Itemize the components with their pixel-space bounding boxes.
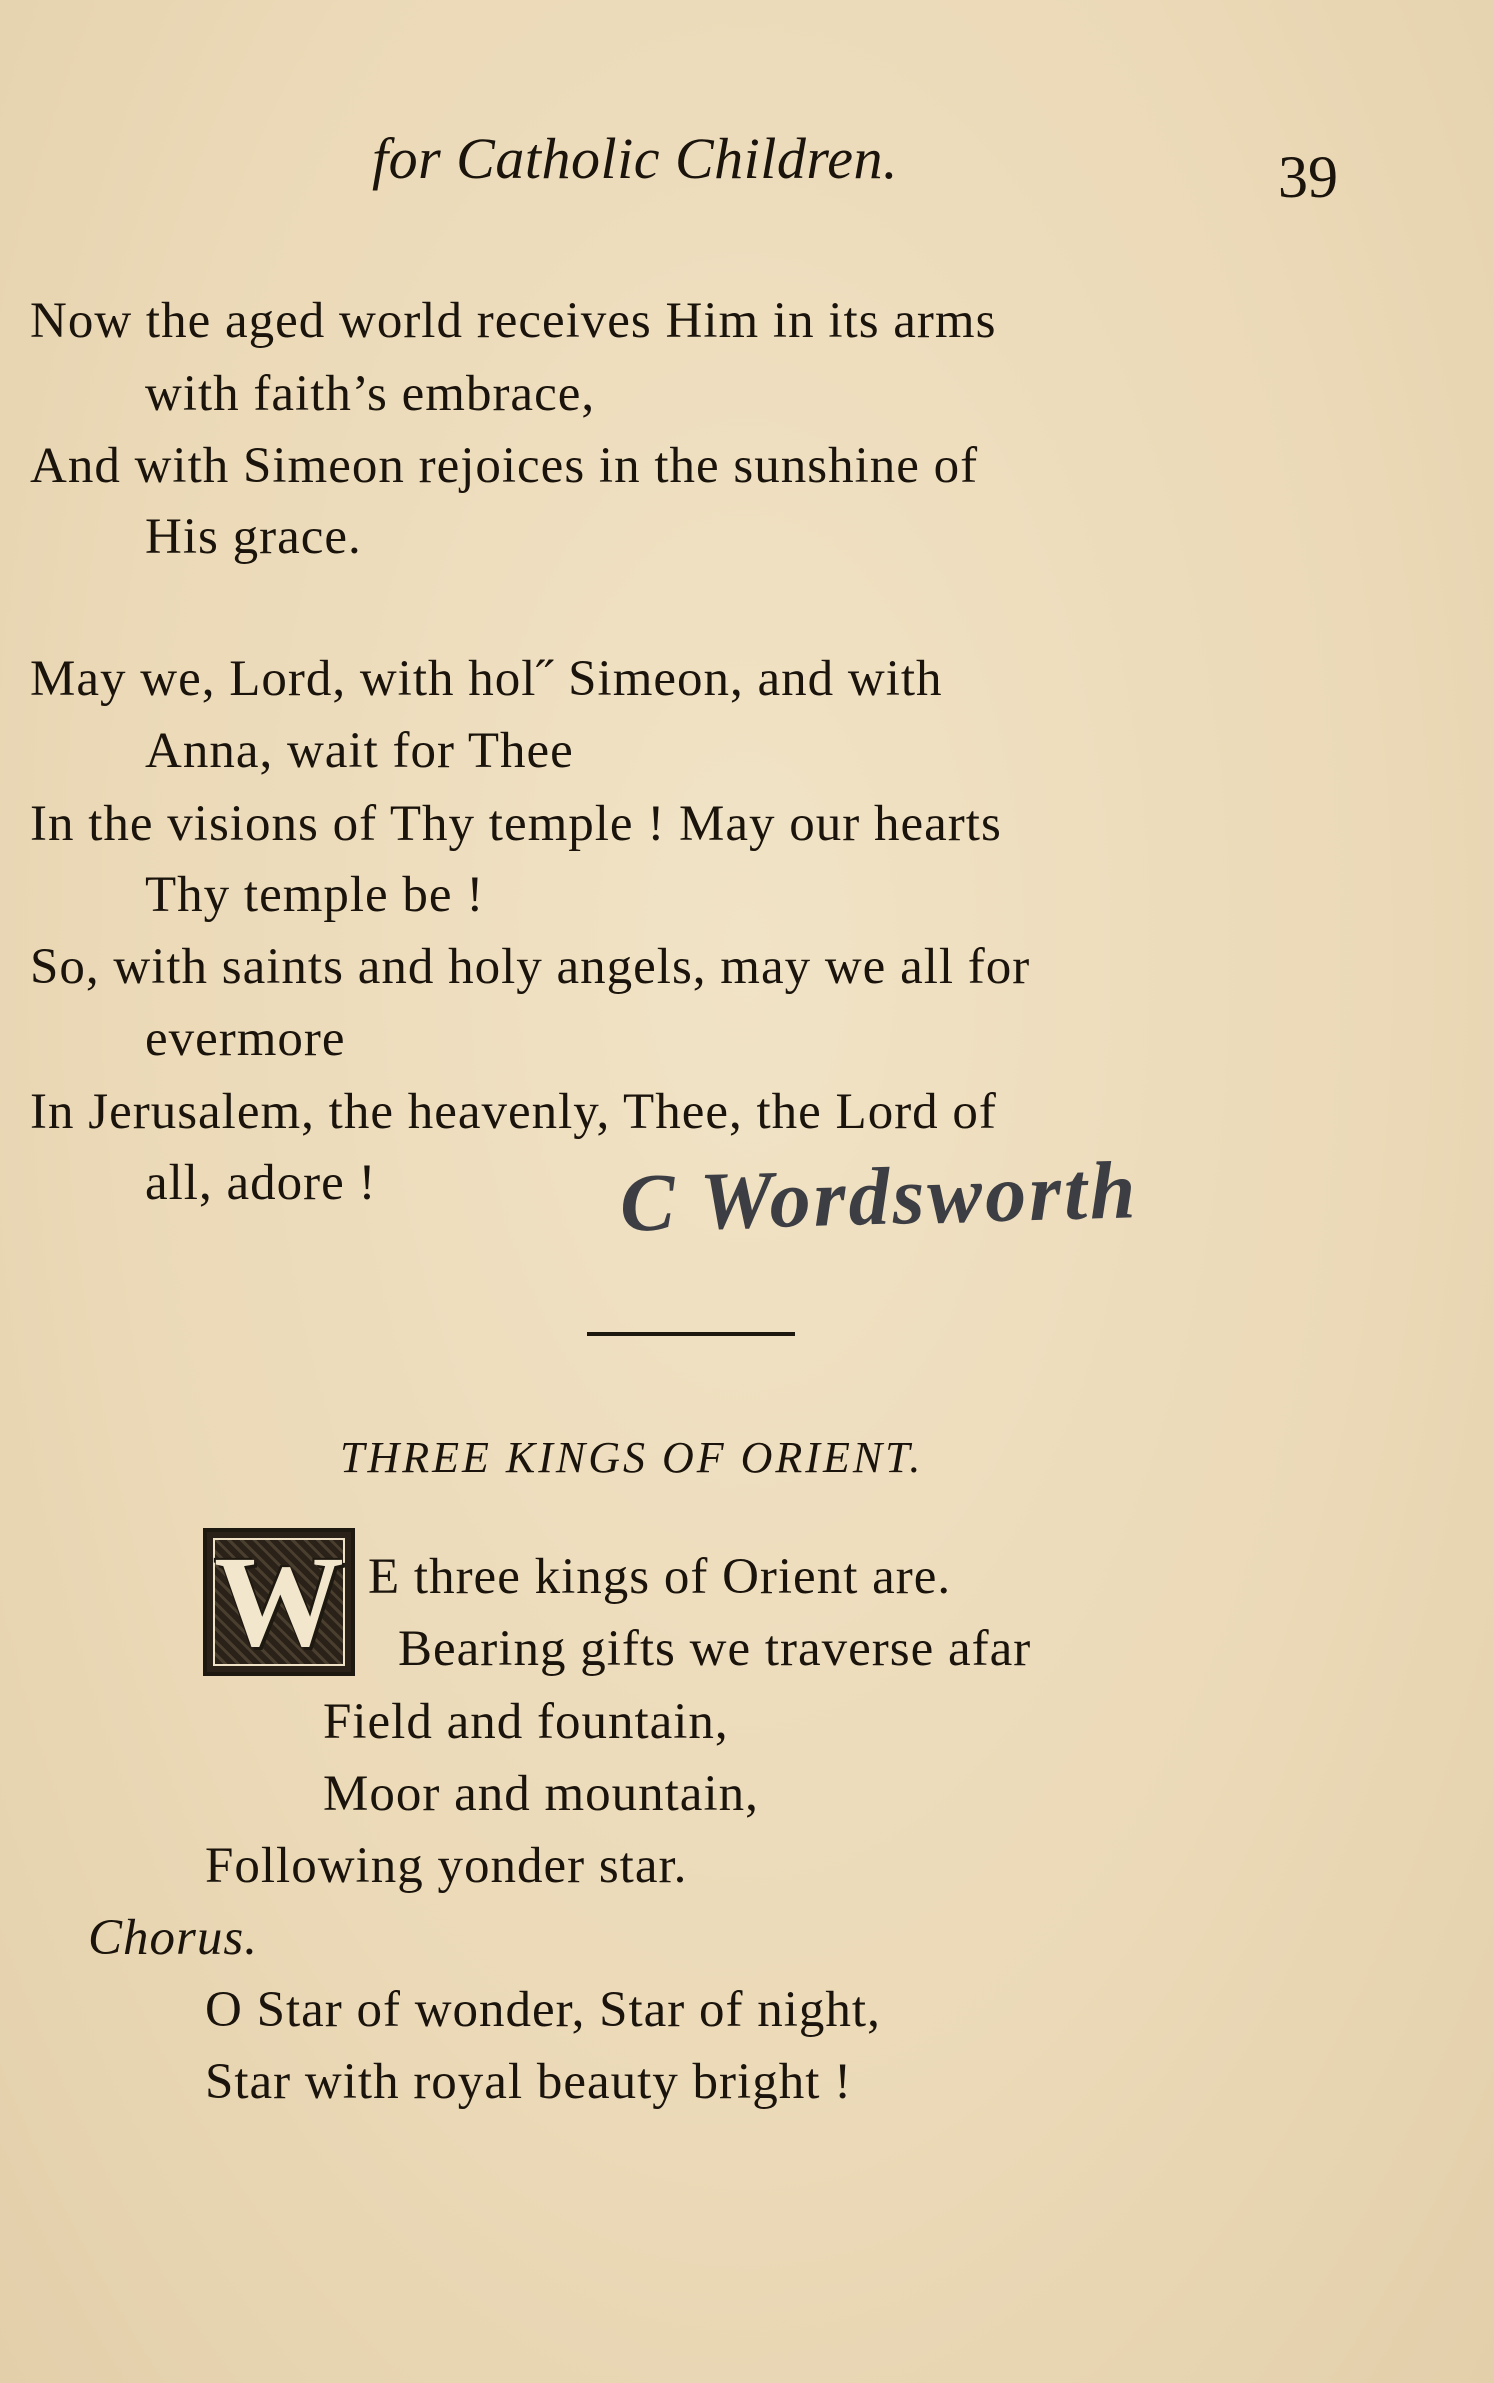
poem-line: And with Simeon rejoices in the sunshine of [30,438,979,494]
poem-line: So, with saints and holy angels, may we all for [30,939,1031,995]
chorus-label: Chorus. [88,1910,258,1966]
section-divider [587,1332,795,1336]
poem-line: May we, Lord, with hol˝ Simeon, and with [30,651,943,707]
verse-line: Following yonder star. [205,1838,688,1894]
poem-line: His grace. [145,509,362,565]
poem-line: all, adore ! [145,1155,377,1211]
poem-line: Thy temple be ! [145,867,485,923]
dropcap-letter: W [214,1530,344,1674]
page-number: 39 [1278,144,1338,210]
poem-line: Anna, wait for Thee [145,723,574,779]
poem-line: evermore [145,1011,346,1067]
author-signature: C Wordsworth [618,1144,1140,1249]
hymn-title: THREE KINGS OF ORIENT. [340,1433,924,1482]
verse-line: Bearing gifts we traverse afar [398,1621,1032,1677]
chorus-line: Star with royal beauty bright ! [205,2054,853,2110]
chorus-line: O Star of wonder, Star of night, [205,1982,881,2038]
poem-line: In Jerusalem, the heavenly, Thee, the Lord of [30,1084,997,1140]
poem-line: with faith’s embrace, [145,366,596,422]
poem-line: In the visions of Thy temple ! May our hearts [30,796,1002,852]
verse-line: E three kings of Orient are. [368,1549,952,1605]
page-header [0,125,1494,210]
verse-line: Moor and mountain, [323,1766,759,1822]
dropcap-initial [203,1528,355,1676]
running-head: for Catholic Children. [372,126,899,191]
poem-line: Now the aged world receives Him in its arms [30,293,997,349]
verse-line: Field and fountain, [323,1694,729,1750]
dropcap-ornament [213,1530,345,1674]
